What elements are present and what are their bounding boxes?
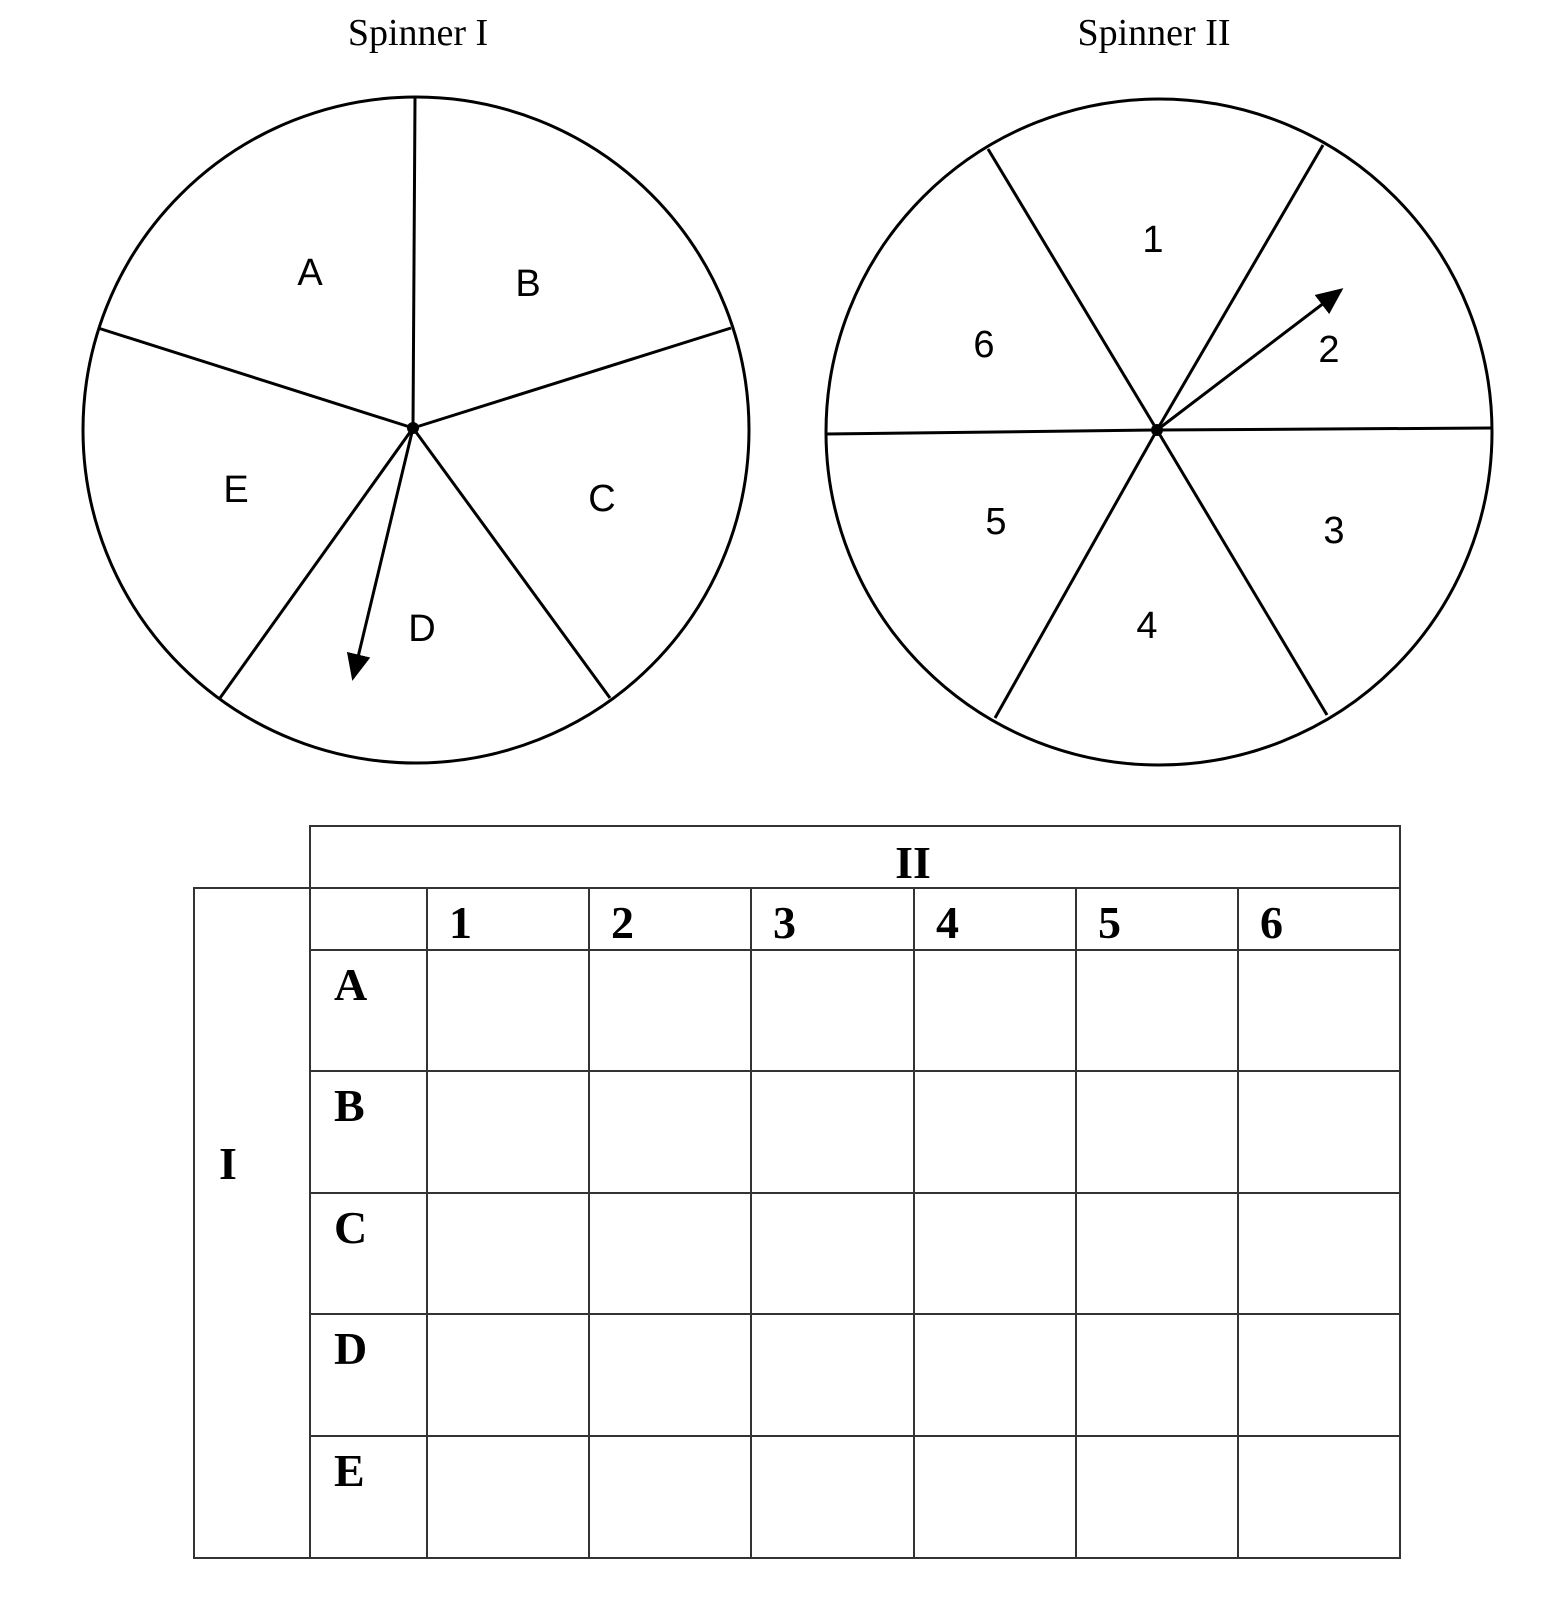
spinner-2-label-3: 3 [1323, 510, 1345, 552]
spinner-1-divider-a-b [413, 98, 415, 428]
table-body-border [310, 888, 1400, 1558]
spinner-2-label-5: 5 [985, 501, 1007, 543]
spinner-1 [83, 12, 749, 763]
row-header: E [334, 1445, 365, 1496]
row-header: A [334, 959, 368, 1010]
spinner-1-label-c: C [588, 478, 616, 520]
spinner-1-label-d: D [408, 608, 436, 650]
spinner-1-label-e: E [223, 469, 249, 511]
column-header: 1 [449, 897, 472, 948]
column-group-header-cell [310, 826, 1400, 888]
spinner-2-label-4: 4 [1136, 605, 1158, 647]
column-header: 3 [773, 897, 796, 948]
spinner-2-label-2: 2 [1318, 329, 1340, 371]
row-group-label: I [219, 1138, 237, 1189]
spinner-1-label-b: B [515, 263, 541, 305]
column-header: 6 [1260, 897, 1283, 948]
row-header: B [334, 1080, 365, 1131]
spinner-2-label-1: 1 [1142, 219, 1164, 261]
spinner-2-label-6: 6 [973, 324, 995, 366]
spinner-1-label-a: A [297, 252, 323, 294]
column-group-label: II [895, 837, 931, 888]
row-group-header-cell [194, 888, 310, 1558]
spinner-2-title: Spinner II [1077, 12, 1231, 54]
spinner-1-title: Spinner I [347, 12, 489, 54]
column-header: 2 [611, 897, 634, 948]
column-header: 5 [1098, 897, 1121, 948]
column-header: 4 [936, 897, 959, 948]
row-header: D [334, 1323, 368, 1374]
outcome-table [194, 826, 1400, 1558]
spinner-2 [826, 12, 1492, 765]
spinner-2-divider-2-3 [1157, 428, 1492, 430]
row-header: C [334, 1202, 368, 1253]
